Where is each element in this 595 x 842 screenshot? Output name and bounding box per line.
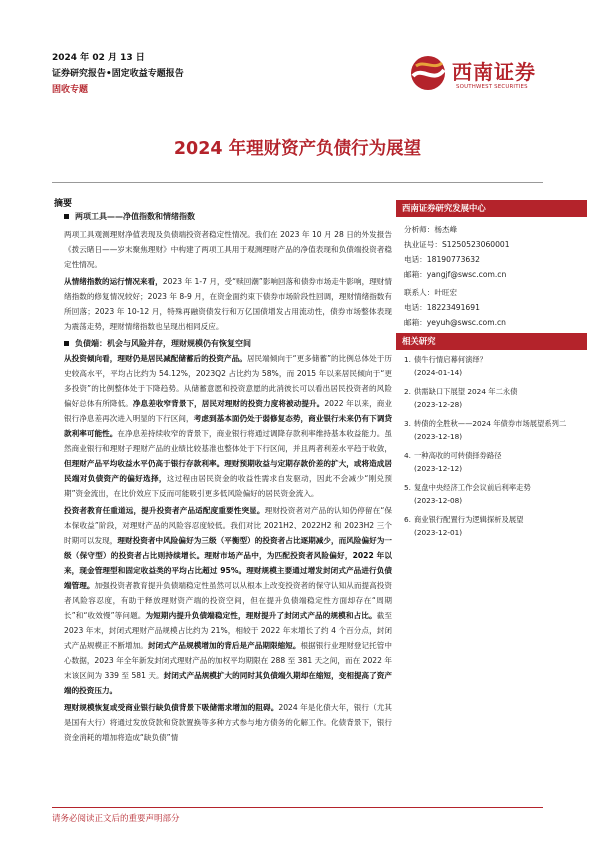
related-research-item[interactable] bbox=[404, 449, 589, 475]
related-research-item[interactable] bbox=[404, 417, 589, 443]
analyst-line bbox=[404, 237, 589, 252]
text-run: 两项工具观测理财净值表现及负债端投资者稳定性情况。我们在 2023 年 10 月 28 日的外发报告《拨云睹日——岁末聚焦理财》中构建了两项工具用于观测理财产品的净值表现和负债端投资者稳定性情况。 bbox=[64, 230, 392, 269]
company-logo bbox=[408, 54, 448, 96]
analyst-line-value: 叶旺宏 bbox=[434, 288, 458, 297]
analyst-line-value: S1250523060001 bbox=[441, 240, 510, 249]
paragraph bbox=[64, 274, 392, 334]
related-item-date: (2023-12-12) bbox=[414, 464, 463, 473]
logo-name-cn: 西南证券 bbox=[452, 60, 536, 84]
bold-run: 净息差收窄背景下，居民对理财的投资力度将被动提升。 bbox=[132, 399, 325, 408]
bold-run: 但理财产品平均收益水平仍高于银行存款利率。理财预期收益与定期存款价差的扩大， bbox=[64, 459, 354, 468]
analyst-line bbox=[404, 315, 589, 330]
bullet-square-icon bbox=[64, 214, 69, 219]
related-item-number: 3. bbox=[404, 419, 411, 428]
page-title: 2024 年理财资产负债行为展望 bbox=[173, 139, 422, 159]
text-run: 截至 2023 年末，封闭式理财产品规模占比约为 21%，相较于 2022 年末增长了约 4 个百分点，封闭式产品规模正不断增加。 bbox=[64, 611, 393, 650]
analyst-line bbox=[404, 285, 589, 300]
related-item-date: (2023-12-18) bbox=[414, 432, 463, 441]
analyst-line-label: 邮箱： bbox=[404, 270, 427, 279]
related-item-date: (2023-12-01) bbox=[414, 528, 463, 537]
analyst-line-value: 18223491691 bbox=[426, 303, 480, 312]
research-center-header: 西南证券研究发展中心 bbox=[396, 200, 587, 217]
text-run: 2024 年是化债大年，银行（尤其是国有大行）将通过发放贷款和贷款置换等多种方式参与地方债务的化解工作。化债背景下，银行资金消耗的增加将造成“缺负债”情 bbox=[64, 703, 392, 742]
related-item-date: (2023-12-08) bbox=[414, 496, 463, 505]
analyst-line bbox=[404, 252, 589, 267]
bold-run: 考虑到基本面仍处于弱修复态势，商业银行未来仍有下调贷款利率可能性。 bbox=[64, 414, 392, 438]
analyst-line-label: 分析师： bbox=[404, 225, 435, 234]
section-1-body bbox=[64, 227, 392, 334]
report-date: 2024 年 02 月 13 日 bbox=[52, 53, 145, 63]
section-2-heading: 负债端：机会与风险并存，理财规模仍有恢复空间 bbox=[64, 337, 392, 351]
footer-divider bbox=[52, 807, 543, 808]
related-research-item[interactable] bbox=[404, 513, 589, 539]
text-run: 2023 年 1-7 月，受“赎回潮”影响回落和债券市场走牛影响，理财情绪指数的修复情况较好；2023 年 8-9 月，在资金面约束下债券市场阶段性回调，理财情绪指数有所回落；2023 年 10-12 月，特殊再融资债发行和万亿国债增发占用流动性，债券市场整体表现为震荡走势，理财情绪指数也呈现出相同反应。 bbox=[64, 277, 392, 331]
bullet-square-icon bbox=[64, 341, 69, 346]
text-run: 这过程由居民资金的收益性需求自发驱动，因此不会减少“刚兑预期”资金流出，在比价效应下反而可能吸引更多低风险偏好的居民资金流入。 bbox=[64, 474, 392, 498]
section-2-body bbox=[64, 351, 392, 745]
text-run: 在净息差持续收窄的背景下，商业银行将通过调降存款利率维持基本收益能力。虽然商业银行和理财子理财产品的业绩比较基准也整体处于下行区间，并且两者利差水平趋于收敛， bbox=[64, 429, 393, 453]
related-item-title: 供需缺口下展望 2024 年二永债 bbox=[414, 387, 518, 396]
analyst-info bbox=[404, 222, 589, 330]
related-item-title: 复盘中央经济工作会议前后利率走势 bbox=[414, 483, 531, 492]
bold-run: 为短期内提升负债端稳定性，理财提升了封闭式产品的规模和占比。 bbox=[145, 611, 377, 620]
related-item-title: 商业银行配置行为逻辑探析及展望 bbox=[414, 515, 524, 524]
paragraph bbox=[64, 700, 392, 745]
analyst-line bbox=[404, 300, 589, 315]
related-item-number: 4. bbox=[404, 451, 411, 460]
analyst-line-label: 执业证号： bbox=[404, 240, 442, 249]
related-item-number: 2. bbox=[404, 387, 411, 396]
paragraph bbox=[64, 351, 392, 501]
text-run: 加强投资者教育提升负债端稳定性虽然可以从根本上改变投资者的保守认知从而提高投资者风险容忍度，有助于释放理财资产端的投资空间，但在提升负债端稳定性方面却存在“周期长”和“收效慢”等问题。 bbox=[64, 581, 392, 620]
bold-run: 从情绪指数的运行情况来看， bbox=[64, 277, 163, 286]
analyst-line-label: 联系人： bbox=[404, 288, 435, 297]
abstract-label: 摘要 bbox=[54, 199, 73, 209]
related-item-date: (2024-01-14) bbox=[414, 368, 463, 377]
related-research-list bbox=[404, 353, 589, 545]
bold-run: 封闭式产品规模增加的背后是产品期限缩短。 bbox=[147, 641, 301, 650]
paragraph bbox=[64, 227, 392, 272]
analyst-line-value: 杨杰峰 bbox=[434, 225, 458, 234]
bold-run: 或将造成居民端对负债资产的偏好选择， bbox=[64, 459, 392, 483]
analyst-line-value[interactable]: yeyuh@swsc.com.cn bbox=[426, 318, 506, 327]
report-category: 固收专题 bbox=[52, 85, 89, 95]
related-research-item[interactable] bbox=[404, 481, 589, 507]
related-research-item[interactable] bbox=[404, 353, 589, 379]
related-research-header: 相关研究 bbox=[396, 333, 587, 350]
report-type: 证券研究报告•固定收益专题报告 bbox=[52, 69, 184, 79]
bold-run: 封闭式产品规模扩大的同时其负债端久期却在缩短，变相提高了资产端的投资压力。 bbox=[64, 671, 392, 695]
text-run: 理财投资者对产品的认知仍停留在“保本保收益”阶段，对理财产品的风险容忍度较低。我们对比 2021H2、2022H2 和 2023H2 三个时期可以发现， bbox=[64, 506, 392, 545]
analyst-line-value: 18190773632 bbox=[426, 255, 480, 264]
logo-emblem-icon bbox=[408, 54, 448, 92]
paragraph bbox=[64, 503, 392, 698]
analyst-line-label: 电话： bbox=[404, 255, 427, 264]
footer-disclaimer: 请务必阅读正文后的重要声明部分 bbox=[52, 814, 180, 824]
title-divider bbox=[52, 182, 543, 183]
related-item-number: 5. bbox=[404, 483, 411, 492]
related-research-item[interactable] bbox=[404, 385, 589, 411]
text-run: 居民端倾向于“更多储蓄”的比例总体处于历史较高水平，平均占比约为 54.12%，2023Q2 占比约为 58%，而 2015 年以来居民倾向于“更多投资”的比例整体处于下降趋势。从储蓄意愿和投资意愿的此消彼长可以看出居民投资者的风险偏好总体有所降低。 bbox=[64, 354, 393, 408]
bold-run: 理财规模恢复或受商业银行缺负债背景下吸储需求增加的阻碍。 bbox=[64, 703, 279, 712]
bold-run: 从投资倾向看，理财仍是居民减配储蓄后的投资产品。 bbox=[64, 354, 247, 363]
analyst-line-label: 邮箱： bbox=[404, 318, 427, 327]
related-item-number: 1. bbox=[404, 355, 411, 364]
text-run: 根据银行业理财登记托管中心数据，2023 年全年新发封闭式理财产品的加权平均期限在 288 至 381 天之间，而在 2022 年末该区间为 339 至 581 天。 bbox=[64, 641, 393, 680]
analyst-line-label: 电话： bbox=[404, 303, 427, 312]
text-run: 2022 年以来，商业银行净息差再次进入明显的下行区间， bbox=[64, 399, 392, 423]
logo-name-en: SOUTHWEST SECURITIES bbox=[456, 84, 528, 90]
related-item-title: 债牛行情启幕何演绎？ bbox=[414, 355, 487, 364]
analyst-line-value[interactable]: yangjf@swsc.com.cn bbox=[426, 270, 507, 279]
section-1-heading: 两项工具——净值指数和情绪指数 bbox=[64, 210, 392, 224]
analyst-line bbox=[404, 222, 589, 237]
related-item-title: 一种高收的可转债择券路径 bbox=[414, 451, 502, 460]
abstract-body bbox=[64, 210, 392, 745]
related-item-date: (2023-12-28) bbox=[414, 400, 463, 409]
related-item-title: 转债的全胜秋——2024 年债券市场展望系列二 bbox=[414, 419, 567, 428]
analyst-line bbox=[404, 267, 589, 282]
related-item-number: 6. bbox=[404, 515, 411, 524]
bold-run: 投资者教育任重道远，提升投资者产品适配度重要性突显。 bbox=[64, 506, 265, 515]
bold-run: 理财投资者中风险偏好为三级（平衡型）的投资者占比逐期减少，而风险偏好为一级（保守型）的投资者占比则持续增长。理财市场产品中，为匹配投资者风险偏好，2022 年以来，现金管理型和固定收益类的平均占比超过 95%。理财规模主要通过增发封闭式产品进行负债端管理。 bbox=[64, 536, 393, 590]
